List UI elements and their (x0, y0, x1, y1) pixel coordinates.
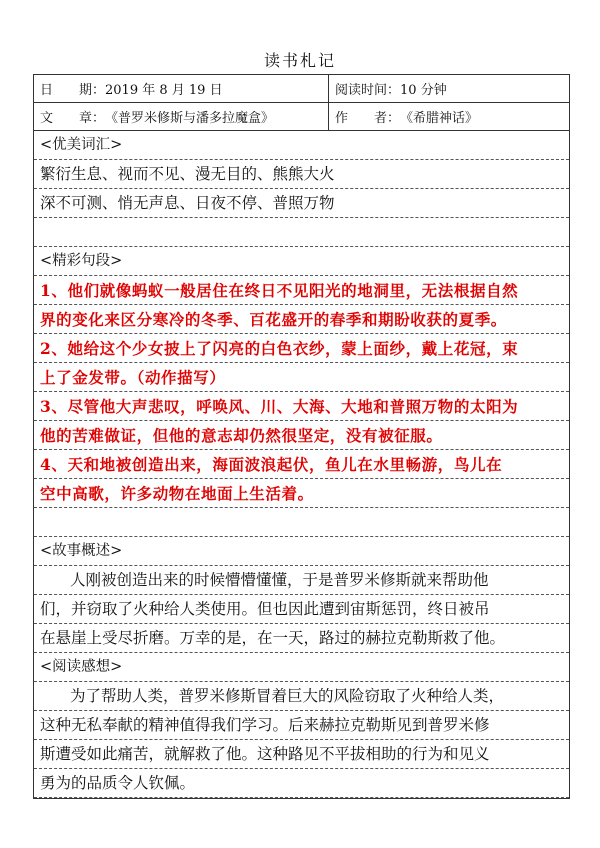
excerpt-line: 1、他们就像蚂蚁一般居住在终日不见阳光的地洞里，无法根据自然 (34, 276, 569, 305)
reading-time-value: 10 分钟 (400, 83, 447, 98)
excerpts-heading: <精彩句段> (34, 247, 569, 276)
reflection-line: 这种无私奉献的精神值得我们学习。后来赫拉克勒斯见到普罗米修 (34, 711, 569, 740)
date-cell (34, 75, 329, 102)
vocab-heading: <优美词汇> (34, 131, 569, 160)
excerpt-line: 空中高歌，许多动物在地面上生活着。 (34, 479, 569, 508)
reflection-line: 勇为的品质令人钦佩。 (34, 769, 569, 798)
blank-line (34, 218, 569, 247)
date-value: 2019 年 8 月 19 日 (105, 83, 223, 98)
date-label: 日 期： (40, 83, 106, 98)
excerpt-line: 2、她给这个少女披上了闪亮的白色衣纱，蒙上面纱，戴上花冠，束 (34, 334, 569, 363)
reading-note-sheet (33, 74, 570, 799)
reading-time-cell (329, 75, 569, 102)
excerpt-line: 界的变化来区分寒冷的冬季、百花盛开的春季和期盼收获的夏季。 (34, 305, 569, 334)
summary-line: 们，并窃取了火种给人类使用。但也因此遭到宙斯惩罚，终日被吊 (34, 595, 569, 624)
summary-line: 人刚被创造出来的时候懵懵懂懂，于是普罗米修斯就来帮助他 (34, 566, 569, 595)
author-label: 作 者： (335, 111, 401, 126)
author-value: 《希腊神话》 (400, 111, 479, 126)
article-cell (34, 103, 329, 130)
blank-line (34, 508, 569, 537)
vocab-line: 繁衍生息、视而不见、漫无目的、熊熊大火 (34, 160, 569, 189)
info-row-article (34, 103, 569, 131)
author-cell (329, 103, 569, 130)
info-row-date (34, 75, 569, 103)
reading-time-label: 阅读时间： (335, 83, 401, 98)
vocab-line: 深不可测、悄无声息、日夜不停、普照万物 (34, 189, 569, 218)
summary-line: 在悬崖上受尽折磨。万幸的是，在一天，路过的赫拉克勒斯救了他。 (34, 624, 569, 653)
excerpt-line: 上了金发带。（动作描写） (34, 363, 569, 392)
excerpt-line: 4、天和地被创造出来，海面波浪起伏，鱼儿在水里畅游，鸟儿在 (34, 450, 569, 479)
excerpt-line: 3、尽管他大声悲叹，呼唤风、川、大海、大地和普照万物的太阳为 (34, 392, 569, 421)
page-title: 读书札记 (263, 51, 336, 70)
reflection-line: 为了帮助人类，普罗米修斯冒着巨大的风险窃取了火种给人类， (34, 682, 569, 711)
article-label: 文 章： (40, 111, 106, 126)
reflection-heading: <阅读感想> (34, 653, 569, 682)
reflection-line: 斯遭受如此痛苦，就解救了他。这种路见不平拔相助的行为和见义 (34, 740, 569, 769)
excerpt-line: 他的苦难做证，但他的意志却仍然很坚定，没有被征服。 (34, 421, 569, 450)
article-value: 《普罗米修斯与潘多拉魔盒》 (105, 111, 275, 126)
summary-heading: <故事概述> (34, 537, 569, 566)
